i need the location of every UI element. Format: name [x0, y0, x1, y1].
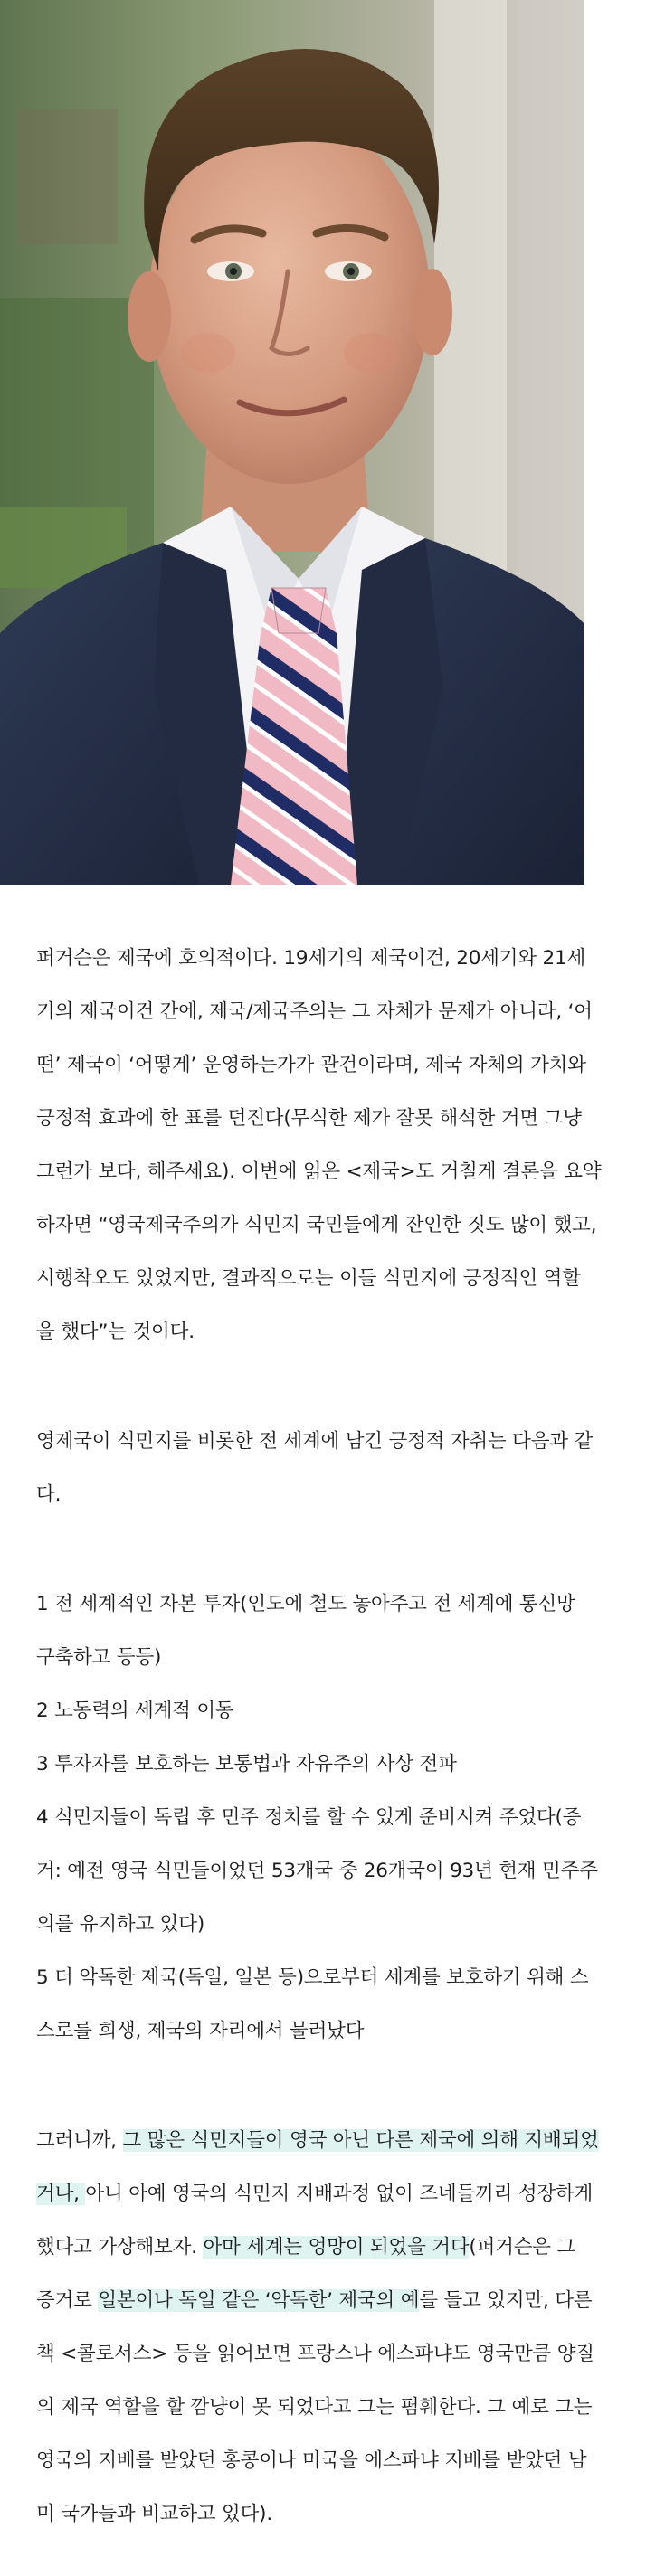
- text-line: [36, 2274, 633, 2327]
- text-segment: (퍼거슨은 그: [469, 2236, 576, 2259]
- text-line: 1 전 세계적인 자본 투자(인도에 철도 놓아주고 전 세계에 통신망: [36, 1593, 575, 1615]
- text-segment: 미 국가들과 비교하고 있다).: [36, 2503, 272, 2525]
- text-line: [36, 2434, 633, 2487]
- text-line: 5 더 악독한 제국(독일, 일본 등)으로부터 세계를 보호하기 위해 스: [36, 1966, 589, 1989]
- paragraph: [36, 932, 633, 1359]
- text-segment: 그러니까,: [36, 2129, 123, 2152]
- highlighted-text: 거나,: [36, 2183, 86, 2205]
- text-line: [36, 2114, 633, 2167]
- text-line: 영제국이 식민지를 비롯한 전 세계에 남긴 긍정적 자취는 다음과 같: [36, 1430, 594, 1453]
- text-line: 2 노동력의 세계적 이동: [36, 1700, 234, 1722]
- portrait-photo: [0, 0, 584, 885]
- text-line: [36, 2167, 633, 2221]
- text-segment: 를 들고 있지만, 다른: [419, 2289, 593, 2312]
- text-line: 의를 유지하고 있다): [36, 1913, 205, 1936]
- text-line: 시행착오도 있었지만, 결과적으로는 이들 식민지에 긍정적인 역할: [36, 1267, 581, 1290]
- text-line: 을 했다”는 것이다.: [36, 1321, 195, 1343]
- text-line: 긍정적 효과에 한 표를 던진다(무식한 제가 잘못 해석한 거면 그냥: [36, 1107, 582, 1130]
- text-segment: 영국의 지배를 받았던 홍콩이나 미국을 에스파냐 지배를 받았던 남: [36, 2449, 587, 2472]
- text-segment: 증거로: [36, 2289, 99, 2312]
- text-line: [36, 2381, 633, 2434]
- text-line: 떤’ 제국이 ‘어떻게’ 운영하는가가 관건이라며, 제국 자체의 가치와: [36, 1054, 586, 1076]
- paragraph-gap: [36, 1521, 633, 1577]
- text-line: 그런가 보다, 해주세요). 이번에 읽은 <제국>도 거칠게 결론을 요약: [36, 1160, 602, 1183]
- text-line: 기의 제국이건 간에, 제국/제국주의는 그 자체가 문제가 아니라, ‘어: [36, 1000, 593, 1023]
- paragraph: [36, 2114, 633, 2541]
- highlighted-text: 그 많은 식민지들이 영국 아닌 다른 제국에 의해 지배되었: [122, 2129, 599, 2152]
- text-segment: 했다고 가상해보자.: [36, 2236, 204, 2259]
- text-line: 하자면 “영국제국주의가 식민지 국민들에게 잔인한 짓도 많이 했고,: [36, 1214, 597, 1236]
- article-body: [36, 932, 633, 2541]
- text-line: 3 투자자를 보호하는 보통법과 자유주의 사상 전파: [36, 1753, 457, 1776]
- paragraph-gap: [36, 2058, 633, 2114]
- text-line: 퍼거슨은 제국에 호의적이다. 19세기의 제국이건, 20세기와 21세: [36, 947, 586, 970]
- paragraph: [36, 1577, 633, 2058]
- text-line: 거: 예전 영국 식민들이었던 53개국 중 26개국이 93년 현재 민주주: [36, 1860, 598, 1882]
- text-line: [36, 2487, 633, 2541]
- highlighted-text: 일본이나 독일 같은 ‘악독한’ 제국의 예: [98, 2289, 420, 2312]
- text-segment: 아니 아예 영국의 식민지 지배과정 없이 즈네들끼리 성장하게: [85, 2183, 594, 2205]
- text-line: [36, 2327, 633, 2381]
- paragraph-gap: [36, 1359, 633, 1415]
- text-line: 구축하고 등등): [36, 1646, 162, 1669]
- highlighted-text: 아마 세계는 엉망이 되었을 거다: [203, 2236, 470, 2259]
- text-segment: 의 제국 역할을 할 깜냥이 못 되었다고 그는 폄훼한다. 그 예로 그는: [36, 2396, 593, 2419]
- text-segment: 책 <콜로서스> 등을 읽어보면 프랑스나 에스파냐도 영국만큼 양질: [36, 2343, 594, 2365]
- text-line: 다.: [36, 1483, 62, 1506]
- text-line: 4 식민지들이 독립 후 민주 정치를 할 수 있게 준비시켜 주었다(증: [36, 1806, 582, 1829]
- text-line: 스로를 희생, 제국의 자리에서 물러났다: [36, 2020, 365, 2042]
- paragraph: [36, 1415, 633, 1521]
- text-line: [36, 2221, 633, 2274]
